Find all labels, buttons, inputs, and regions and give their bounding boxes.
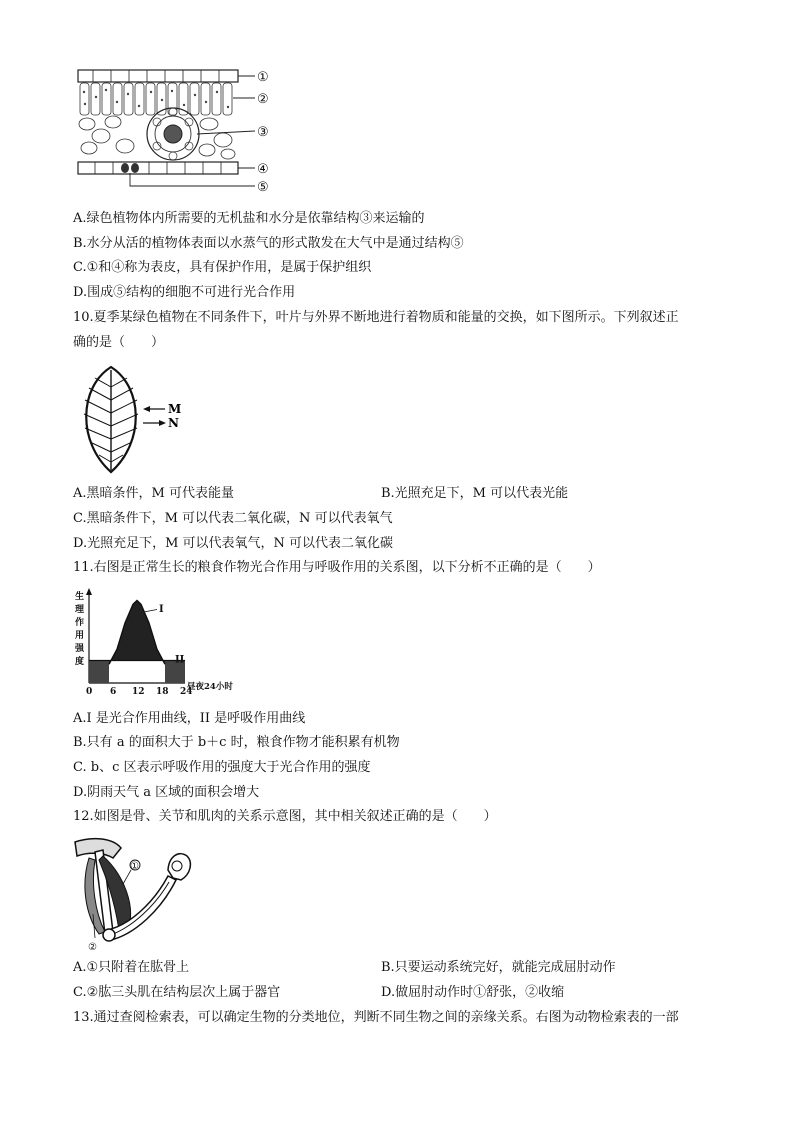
- q11-option-c: C. b、c 区表示呼吸作用的强度大于光合作用的强度: [73, 760, 371, 775]
- q12-option-b: B.只要运动系统完好，就能完成屈肘动作: [381, 960, 616, 975]
- label-2: ②: [88, 942, 97, 953]
- label-4: ④: [257, 162, 269, 177]
- leaf-cross-section-figure: [73, 62, 273, 202]
- q12-stem: 12.如图是骨、关节和肌肉的关系示意图，其中相关叙述正确的是（ ）: [73, 809, 497, 824]
- q12-option-d: D.做屈肘动作时①舒张，②收缩: [381, 985, 565, 1000]
- q10-option-d: D.光照充足下，M 可以代表氧气，N 可以代表二氧化碳: [73, 536, 394, 551]
- label-3: ③: [257, 125, 269, 140]
- label-1: ①: [130, 861, 139, 872]
- q12-option-c: C.②肱三头肌在结构层次上属于器官: [73, 985, 281, 1000]
- region-a: [109, 601, 165, 665]
- label-1: ①: [257, 70, 269, 85]
- q9-option-a: A.绿色植物体内所需要的无机盐和水分是依靠结构③来运输的: [73, 211, 425, 226]
- q9-option-b: B.水分从活的植物体表面以水蒸气的形式散发在大气中是通过结构⑤: [73, 236, 464, 251]
- q11-option-b: B.只有 a 的面积大于 b＋c 时，粮食作物才能积累有机物: [73, 735, 400, 750]
- y-axis-label-char: 生: [75, 592, 85, 602]
- region-b: [89, 661, 109, 684]
- q12-option-a: A.①只附着在肱骨上: [73, 960, 190, 975]
- photosynthesis-respiration-chart: [73, 585, 248, 700]
- x-tick-label: 24: [180, 687, 193, 697]
- y-axis-label-char: 用: [75, 631, 85, 641]
- x-tick-label: 0: [86, 687, 93, 697]
- q9-option-d: D.围成⑤结构的细胞不可进行光合作用: [73, 285, 296, 300]
- y-axis-label-char: 强: [75, 644, 85, 654]
- x-tick-label: 6: [110, 687, 117, 697]
- x-tick-label: 12: [132, 687, 145, 697]
- label-5: ⑤: [257, 180, 269, 195]
- q9-option-c: C.①和④称为表皮，具有保护作用，是属于保护组织: [73, 260, 372, 275]
- label-m: M: [168, 402, 182, 416]
- q10-option-b: B.光照充足下，M 可以代表光能: [381, 486, 569, 501]
- curve-label-I: I: [159, 603, 164, 615]
- y-axis-label-char: 理: [75, 605, 85, 615]
- q10-option-c: C.黑暗条件下，M 可以代表二氧化碳，N 可以代表氧气: [73, 511, 393, 526]
- curve-label-II: II: [175, 654, 185, 666]
- q10-option-a: A.黑暗条件，M 可代表能量: [73, 486, 234, 501]
- q13-stem: 13.通过查阅检索表，可以确定生物的分类地位，判断不同生物之间的亲缘关系。右图为动物检索表的一部: [73, 1010, 679, 1025]
- leaf-exchange-figure: [73, 362, 193, 477]
- q11-option-d: D.阴雨天气 a 区域的面积会增大: [73, 785, 260, 800]
- q10-stem-line1: 10.夏季某绿色植物在不同条件下，叶片与外界不断地进行着物质和能量的交换，如下图所示。下列叙述正: [73, 310, 679, 325]
- label-2: ②: [257, 92, 269, 107]
- y-axis-label-char: 度: [75, 657, 85, 667]
- x-axis-label: 昼夜24小时: [187, 682, 233, 692]
- q11-option-a: A.I 是光合作用曲线，II 是呼吸作用曲线: [73, 711, 306, 726]
- x-tick-label: 18: [156, 687, 169, 697]
- q11-stem: 11.右图是正常生长的粮食作物光合作用与呼吸作用的关系图，以下分析不正确的是（ ）: [73, 560, 601, 575]
- y-axis-label-char: 作: [75, 618, 85, 628]
- arm-bone-muscle-figure: [73, 834, 198, 954]
- q10-stem-line2: 确的是（ ）: [73, 335, 165, 350]
- label-n: N: [168, 416, 179, 430]
